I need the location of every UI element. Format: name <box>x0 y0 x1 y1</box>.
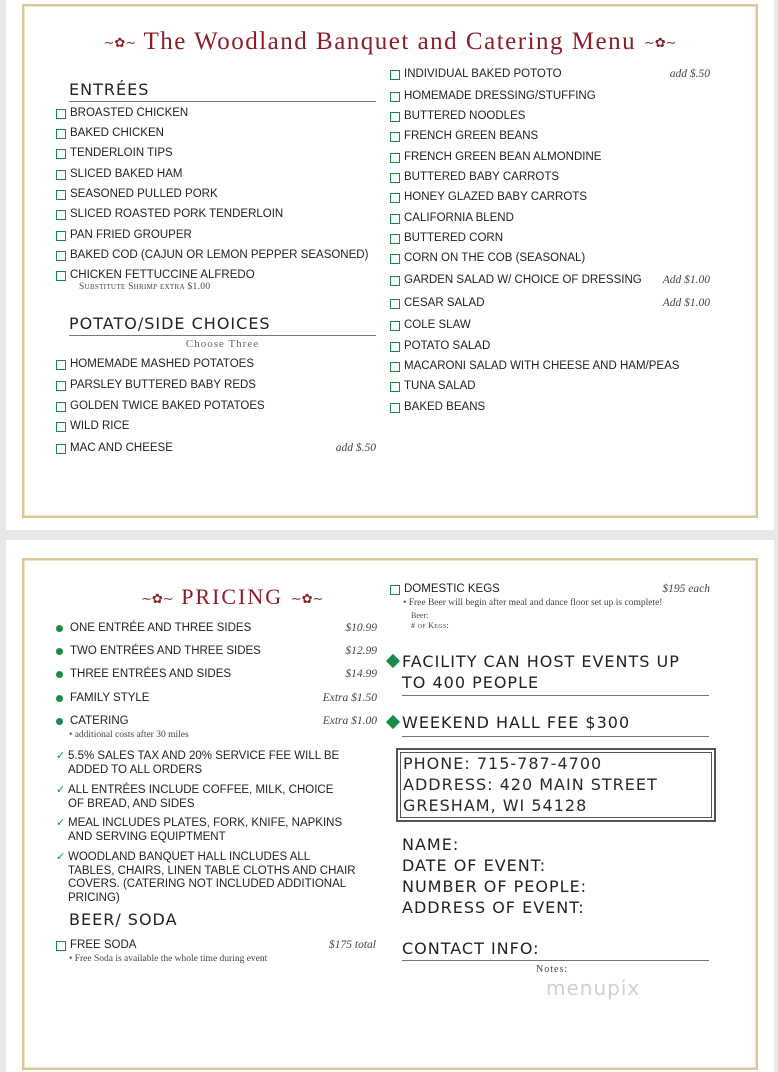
side-item: MACARONI SALAD WITH CHEESE AND HAM/PEAS <box>390 360 679 372</box>
notes-label: Notes: <box>536 964 569 975</box>
entree-item: SEASONED PULLED PORK <box>56 188 218 200</box>
mac-price: add $.50 <box>335 442 376 454</box>
side-item: HOMEMADE DRESSING/STUFFING <box>390 90 596 102</box>
side-item: GOLDEN TWICE BAKED POTATOES <box>56 400 265 412</box>
kegs-count: # of Kegs: <box>411 621 450 630</box>
pricing-option: CATERING <box>56 715 129 727</box>
form-address: ADDRESS OF EVENT: <box>402 898 585 917</box>
check-icon: ✓ <box>56 750 66 762</box>
form-date: DATE OF EVENT: <box>402 856 547 875</box>
capacity-line-2: TO 400 PEOPLE <box>402 673 540 692</box>
side-item: HOMEMADE MASHED POTATOES <box>56 358 254 370</box>
watermark: menupix <box>546 976 641 1000</box>
check-icon: ✓ <box>56 851 66 863</box>
beer-line: Beer: <box>411 611 429 620</box>
pricing-note: ✓ 5.5% SALES TAX AND 20% SERVICE FEE WILL BE ADDED TO ALL ORDERS <box>56 750 340 776</box>
capacity-line-1: FACILITY CAN HOST EVENTS UP <box>402 652 680 671</box>
menu-title: ∼✿∼ The Woodland Banquet and Catering Menu ∼✿∼ <box>103 28 677 55</box>
side-item: CESAR SALAD <box>390 297 485 309</box>
side-item: COLE SLAW <box>390 319 471 331</box>
city: GRESHAM, WI 54128 <box>403 796 588 815</box>
pricing-price: Extra $1.00 <box>322 715 377 727</box>
ornament-right: ∼✿∼ <box>290 590 324 606</box>
side-item: FRENCH GREEN BEANS <box>390 130 538 142</box>
divider <box>402 695 709 696</box>
ornament-right: ∼✿∼ <box>643 35 677 51</box>
sides-heading: POTATO/SIDE CHOICES <box>69 314 376 336</box>
pricing-price: $12.99 <box>345 645 377 657</box>
side-item: CORN ON THE COB (SEASONAL) <box>390 252 585 264</box>
contact-box <box>396 748 716 822</box>
pricing-price: $10.99 <box>345 622 377 634</box>
pricing-note: ✓ MEAL INCLUDES PLATES, FORK, KNIFE, NAPKINS AND SERVING EQUIPTMENT <box>56 817 343 843</box>
side-item: POTATO SALAD <box>390 340 490 352</box>
side-item: INDIVIDUAL BAKED POTOTO <box>390 68 562 80</box>
side-item: BUTTERED CORN <box>390 232 503 244</box>
side-item: BUTTERED NOODLES <box>390 110 525 122</box>
side-item: WILD RICE <box>56 420 129 432</box>
potato-price: add $.50 <box>669 68 710 80</box>
choose-three: Choose Three <box>185 338 260 350</box>
divider <box>402 736 709 737</box>
kegs-price: $195 each <box>662 583 710 595</box>
side-item: CALIFORNIA BLEND <box>390 212 514 224</box>
form-people: NUMBER OF PEOPLE: <box>402 877 588 896</box>
cesar-price: Add $1.00 <box>662 297 710 309</box>
domestic-kegs: DOMESTIC KEGS <box>390 583 500 595</box>
free-soda: FREE SODA <box>56 939 136 951</box>
side-item: PARSLEY BUTTERED BABY REDS <box>56 379 256 391</box>
ornament-left: ∼✿∼ <box>141 590 174 606</box>
entree-item: BAKED COD (CAJUN OR LEMON PEPPER SEASONED) <box>56 249 368 261</box>
catering-note: • additional costs after 30 miles <box>69 730 189 740</box>
entree-item: SLICED ROASTED PORK TENDERLOIN <box>56 208 283 220</box>
pricing-option: FAMILY STYLE <box>56 692 149 704</box>
side-item: MAC AND CHEESE <box>56 442 173 454</box>
pricing-price: Extra $1.50 <box>322 692 377 704</box>
side-item: FRENCH GREEN BEAN ALMONDINE <box>390 151 601 163</box>
pricing-option: THREE ENTRÉES AND SIDES <box>56 668 231 680</box>
form-contact: CONTACT INFO: <box>402 939 540 958</box>
ornament-left: ∼✿∼ <box>103 35 137 51</box>
pricing-price: $14.99 <box>345 668 377 680</box>
hall-fee: WEEKEND HALL FEE $300 <box>402 713 631 732</box>
soda-note: • Free Soda is available the whole time during event <box>69 954 268 964</box>
pricing-option: TWO ENTRÉES AND THREE SIDES <box>56 645 261 657</box>
entree-item: BAKED CHICKEN <box>56 127 164 139</box>
side-item: GARDEN SALAD W/ CHOICE OF DRESSING <box>390 274 642 286</box>
side-item: BUTTERED BABY CARROTS <box>390 171 559 183</box>
phone: PHONE: 715-787-4700 <box>403 754 603 773</box>
entree-item: CHICKEN FETTUCCINE ALFREDO <box>56 269 255 281</box>
pricing-option: ONE ENTRÉE AND THREE SIDES <box>56 622 251 634</box>
pricing-note: ✓ ALL ENTRÉES INCLUDE COFFEE, MILK, CHOICE OF BREAD, AND SIDES <box>56 784 334 810</box>
pricing-note: ✓ WOODLAND BANQUET HALL INCLUDES ALL TABLES, CHAIRS, LINEN TABLE CLOTHS AND CHAIR COVERS. (CATERING NOT INCLUDED ADDITIONAL PRICING) <box>56 851 356 904</box>
entree-item: BROASTED CHICKEN <box>56 107 188 119</box>
entree-item: PAN FRIED GROUPER <box>56 229 192 241</box>
soda-price: $175 total <box>329 939 376 951</box>
entree-item: TENDERLOIN TIPS <box>56 147 173 159</box>
entree-item: SLICED BAKED HAM <box>56 168 182 180</box>
menu-page-2 <box>6 540 774 1072</box>
side-item: HONEY GLAZED BABY CARROTS <box>390 191 587 203</box>
beer-soda-heading: BEER/ SODA <box>69 910 178 929</box>
pricing-heading: ∼✿∼ PRICING ∼✿∼ <box>141 584 324 609</box>
entrees-heading: ENTRÉES <box>69 80 376 102</box>
form-name: NAME: <box>402 835 460 854</box>
side-item: TUNA SALAD <box>390 380 476 392</box>
menu-page-1 <box>6 0 774 530</box>
garden-price: Add $1.00 <box>662 274 710 286</box>
divider <box>402 960 709 961</box>
side-item: BAKED BEANS <box>390 401 485 413</box>
check-icon: ✓ <box>56 817 66 829</box>
fettuccine-note: Substitute Shrimp extra $1.00 <box>79 282 211 292</box>
check-icon: ✓ <box>56 784 66 796</box>
address: ADDRESS: 420 MAIN STREET <box>403 775 658 794</box>
kegs-note: • Free Beer will begin after meal and dance floor set up is complete! <box>403 598 663 608</box>
